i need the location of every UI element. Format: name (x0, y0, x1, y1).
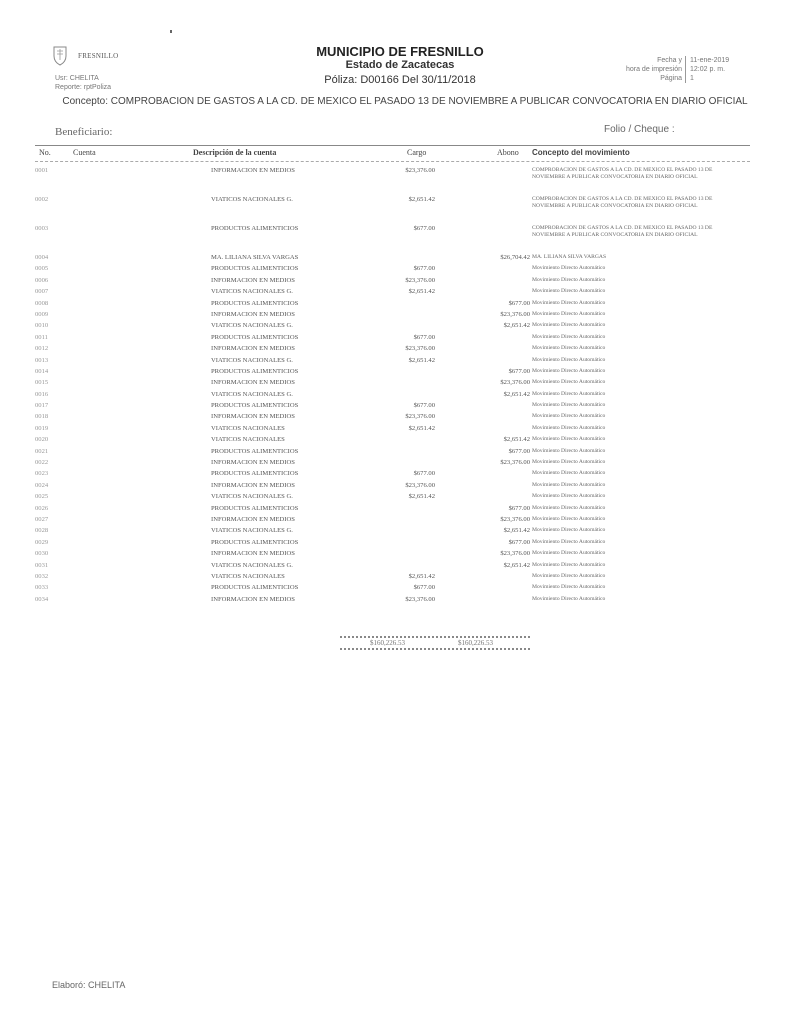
logo-text: FRESNILLO (78, 52, 119, 60)
row-abono: $2,651.42 (503, 436, 530, 444)
row-number: 0003 (35, 225, 49, 232)
poliza-label: Póliza: D00166 Del 30/11/2018 (324, 74, 476, 86)
row-description: INFORMACION EN MEDIOS (211, 413, 295, 421)
row-concepto: Movimiento Directo Automático (532, 538, 606, 545)
row-description: VIATICOS NACIONALES G. (211, 322, 293, 330)
table-row (35, 515, 750, 526)
table-row (35, 253, 750, 264)
table-row (35, 572, 750, 583)
row-concepto: Movimiento Directo Automático (532, 584, 606, 591)
page-title: MUNICIPIO DE FRESNILLO (316, 44, 484, 59)
row-cargo: $23,376.00 (405, 345, 435, 353)
row-number: 0005 (35, 265, 49, 273)
col-descripcion: Descripción de la cuenta (193, 148, 277, 157)
row-cargo: $23,376.00 (405, 413, 435, 421)
row-description: INFORMACION EN MEDIOS (211, 550, 295, 558)
row-description: INFORMACION EN MEDIOS (211, 345, 295, 353)
table-row (35, 367, 750, 378)
row-abono: $26,704.42 (500, 254, 530, 261)
row-abono: $677.00 (508, 538, 530, 546)
table-row (35, 561, 750, 572)
table-row (35, 595, 750, 606)
row-description: PRODUCTOS ALIMENTICIOS (211, 504, 299, 512)
row-concepto: Movimiento Directo Automático (532, 276, 606, 283)
row-number: 0012 (35, 345, 49, 353)
concepto-text: Concepto: COMPROBACION DE GASTOS A LA CD. DE MEXICO EL PASADO 13 DE NOVIEMBRE A PUBLICAR CONVOCATORIA EN DIARIO OFICIAL (62, 96, 748, 107)
row-number: 0002 (35, 196, 49, 203)
shield-icon (52, 44, 68, 66)
row-concepto: COMPROBACION DE GASTOS A LA CD. DE MEXICO EL PASADO 13 DE NOVIEMBRE A PUBLICAR CONVOCATORIA EN DIARIO OFICIAL (532, 196, 713, 209)
row-concepto: Movimiento Directo Automático (532, 413, 606, 420)
row-number: 0015 (35, 379, 49, 387)
row-description: PRODUCTOS ALIMENTICIOS (211, 470, 299, 478)
row-concepto: Movimiento Directo Automático (532, 515, 606, 522)
row-concepto: Movimiento Directo Automático (532, 436, 606, 443)
table-row (35, 378, 750, 389)
totals-values (340, 638, 530, 648)
row-concepto: Movimiento Directo Automático (532, 424, 606, 431)
table-row (35, 526, 750, 537)
row-description: PRODUCTOS ALIMENTICIOS (211, 402, 299, 410)
table-row (35, 458, 750, 469)
table-row (35, 538, 750, 549)
row-description: PRODUCTOS ALIMENTICIOS (211, 584, 299, 592)
row-abono: $677.00 (508, 504, 530, 512)
row-cargo: $677.00 (413, 333, 435, 341)
row-cargo: $677.00 (413, 584, 435, 592)
table-row (35, 412, 750, 423)
row-number: 0027 (35, 515, 49, 523)
row-number: 0021 (35, 447, 49, 455)
totals-rule (340, 648, 530, 650)
table-row (35, 549, 750, 560)
row-description: VIATICOS NACIONALES (211, 424, 285, 432)
poliza-table (35, 166, 750, 606)
row-description: VIATICOS NACIONALES G. (211, 493, 293, 501)
row-description: VIATICOS NACIONALES (211, 436, 285, 444)
table-row (35, 504, 750, 515)
row-number: 0032 (35, 572, 49, 580)
page-subtitle: Estado de Zacatecas (345, 59, 455, 71)
row-concepto: Movimiento Directo Automático (532, 470, 606, 477)
row-description: INFORMACION EN MEDIOS (211, 167, 295, 174)
row-description: VIATICOS NACIONALES G. (211, 527, 293, 535)
row-description: PRODUCTOS ALIMENTICIOS (211, 333, 299, 341)
row-cargo: $23,376.00 (405, 276, 435, 284)
row-cargo: $23,376.00 (405, 167, 435, 174)
col-cargo: Cargo (407, 148, 427, 157)
row-abono: $2,651.42 (503, 390, 530, 398)
row-cargo: $677.00 (413, 402, 435, 410)
row-number: 0014 (35, 367, 49, 375)
municipio-logo (52, 44, 124, 74)
row-concepto: Movimiento Directo Automático (532, 333, 606, 340)
row-number: 0022 (35, 459, 49, 467)
row-concepto: Movimiento Directo Automático (532, 572, 606, 579)
row-number: 0026 (35, 504, 49, 512)
row-description: INFORMACION EN MEDIOS (211, 310, 295, 318)
total-abono: $160,226.53 (458, 639, 493, 647)
report-label: Reporte: rptPoliza (55, 84, 112, 91)
row-cargo: $2,651.42 (408, 356, 435, 364)
row-cargo: $2,651.42 (408, 572, 435, 580)
folio-label: Folio / Cheque : (604, 124, 675, 135)
table-row (35, 583, 750, 594)
table-row (35, 333, 750, 344)
row-concepto: MA. LILIANA SILVA VARGAS (532, 254, 607, 260)
row-abono: $2,651.42 (503, 322, 530, 330)
table-row (35, 492, 750, 503)
col-concepto: Concepto del movimiento (532, 148, 630, 157)
row-description: PRODUCTOS ALIMENTICIOS (211, 447, 299, 455)
row-number: 0001 (35, 167, 49, 174)
table-row (35, 424, 750, 435)
row-description: INFORMACION EN MEDIOS (211, 379, 295, 387)
table-row (35, 344, 750, 355)
table-row (35, 356, 750, 367)
row-concepto: Movimiento Directo Automático (532, 288, 606, 295)
table-row (35, 321, 750, 332)
table-row (35, 287, 750, 298)
row-concepto: Movimiento Directo Automático (532, 493, 606, 500)
row-number: 0020 (35, 436, 49, 444)
row-concepto: Movimiento Directo Automático (532, 367, 606, 374)
table-row (35, 390, 750, 401)
row-concepto: Movimiento Directo Automático (532, 322, 606, 329)
row-concepto: Movimiento Directo Automático (532, 379, 606, 386)
row-concepto: Movimiento Directo Automático (532, 390, 606, 397)
col-abono: Abono (497, 148, 519, 157)
row-cargo: $23,376.00 (405, 481, 435, 489)
table-row (35, 469, 750, 480)
table-row (35, 435, 750, 446)
row-concepto: Movimiento Directo Automático (532, 310, 606, 317)
row-number: 0025 (35, 493, 49, 501)
row-number: 0028 (35, 527, 49, 535)
row-description: PRODUCTOS ALIMENTICIOS (211, 538, 299, 546)
row-cargo: $2,651.42 (408, 288, 435, 296)
row-description: INFORMACION EN MEDIOS (211, 595, 295, 603)
row-concepto: Movimiento Directo Automático (532, 345, 606, 352)
row-number: 0004 (35, 254, 49, 261)
row-number: 0006 (35, 276, 49, 284)
row-description: INFORMACION EN MEDIOS (211, 481, 295, 489)
row-abono: $677.00 (508, 299, 530, 307)
row-abono: $23,376.00 (500, 459, 530, 467)
row-cargo: $2,651.42 (408, 493, 435, 501)
row-number: 0017 (35, 402, 49, 410)
row-number: 0019 (35, 424, 49, 432)
row-number: 0030 (35, 550, 49, 558)
row-concepto: Movimiento Directo Automático (532, 447, 606, 454)
table-row (35, 299, 750, 310)
row-description: VIATICOS NACIONALES G. (211, 288, 293, 296)
table-header (35, 146, 750, 160)
row-abono: $23,376.00 (500, 515, 530, 523)
table-row (35, 195, 750, 224)
row-description: PRODUCTOS ALIMENTICIOS (211, 367, 299, 375)
row-number: 0011 (35, 333, 48, 341)
meta-row: hora de impresión 12:02 p. m. (600, 65, 750, 74)
row-cargo: $677.00 (413, 470, 435, 478)
table-row (35, 166, 750, 195)
row-description: PRODUCTOS ALIMENTICIOS (211, 225, 299, 232)
row-number: 0016 (35, 390, 49, 398)
row-concepto: Movimiento Directo Automático (532, 595, 606, 602)
row-concepto: Movimiento Directo Automático (532, 265, 606, 272)
table-row (35, 276, 750, 287)
row-description: INFORMACION EN MEDIOS (211, 276, 295, 284)
row-number: 0029 (35, 538, 49, 546)
table-row (35, 310, 750, 321)
row-number: 0013 (35, 356, 49, 364)
row-number: 0034 (35, 595, 49, 603)
totals (340, 636, 530, 650)
row-description: VIATICOS NACIONALES G. (211, 356, 293, 364)
meta-row: Fecha y 11-ene-2019 (600, 56, 750, 65)
elaboro-label: Elaboró: CHELITA (52, 980, 126, 990)
row-number: 0018 (35, 413, 49, 421)
row-abono: $2,651.42 (503, 561, 530, 569)
row-cargo: $2,651.42 (408, 424, 435, 432)
row-concepto: COMPROBACION DE GASTOS A LA CD. DE MEXICO EL PASADO 13 DE NOVIEMBRE A PUBLICAR CONVOCATORIA EN DIARIO OFICIAL (532, 167, 713, 180)
user-label: Usr: CHELITA (55, 75, 99, 82)
col-no: No. (39, 148, 51, 157)
row-concepto: Movimiento Directo Automático (532, 550, 606, 557)
row-concepto: COMPROBACION DE GASTOS A LA CD. DE MEXICO EL PASADO 13 DE NOVIEMBRE A PUBLICAR CONVOCATORIA EN DIARIO OFICIAL (532, 225, 713, 238)
row-description: PRODUCTOS ALIMENTICIOS (211, 265, 299, 273)
row-concepto: Movimiento Directo Automático (532, 459, 606, 466)
row-abono: $677.00 (508, 447, 530, 455)
row-description: VIATICOS NACIONALES G. (211, 390, 293, 398)
row-description: INFORMACION EN MEDIOS (211, 459, 295, 467)
row-concepto: Movimiento Directo Automático (532, 356, 606, 363)
row-number: 0009 (35, 310, 49, 318)
col-cuenta: Cuenta (73, 148, 96, 157)
header-divider-2 (35, 161, 750, 162)
table-row (35, 224, 750, 253)
row-abono: $677.00 (508, 367, 530, 375)
row-number: 0033 (35, 584, 49, 592)
row-description: VIATICOS NACIONALES (211, 572, 285, 580)
row-cargo: $677.00 (413, 265, 435, 273)
row-description: VIATICOS NACIONALES G. (211, 561, 293, 569)
row-abono: $2,651.42 (503, 527, 530, 535)
row-description: VIATICOS NACIONALES G. (211, 196, 293, 203)
row-number: 0008 (35, 299, 49, 307)
row-concepto: Movimiento Directo Automático (532, 299, 606, 306)
row-description: INFORMACION EN MEDIOS (211, 515, 295, 523)
table-row (35, 447, 750, 458)
row-number: 0024 (35, 481, 49, 489)
row-abono: $23,376.00 (500, 550, 530, 558)
row-abono: $23,376.00 (500, 379, 530, 387)
table-row (35, 264, 750, 275)
row-concepto: Movimiento Directo Automático (532, 402, 606, 409)
row-cargo: $677.00 (413, 225, 435, 232)
row-number: 0031 (35, 561, 49, 569)
meta-row: Página 1 (600, 74, 750, 83)
row-concepto: Movimiento Directo Automático (532, 527, 606, 534)
row-description: PRODUCTOS ALIMENTICIOS (211, 299, 299, 307)
table-row (35, 481, 750, 492)
row-number: 0023 (35, 470, 49, 478)
row-cargo: $2,651.42 (408, 196, 435, 203)
table-row (35, 401, 750, 412)
row-concepto: Movimiento Directo Automático (532, 504, 606, 511)
scan-mark (170, 30, 172, 33)
row-description: MA. LILIANA SILVA VARGAS (211, 254, 299, 261)
print-meta (600, 56, 750, 83)
beneficiario-label: Beneficiario: (55, 126, 113, 138)
row-concepto: Movimiento Directo Automático (532, 561, 606, 568)
row-abono: $23,376.00 (500, 310, 530, 318)
total-cargo: $160,226.53 (370, 639, 405, 647)
row-concepto: Movimiento Directo Automático (532, 481, 606, 488)
row-cargo: $23,376.00 (405, 595, 435, 603)
row-number: 0010 (35, 322, 49, 330)
row-number: 0007 (35, 288, 49, 296)
